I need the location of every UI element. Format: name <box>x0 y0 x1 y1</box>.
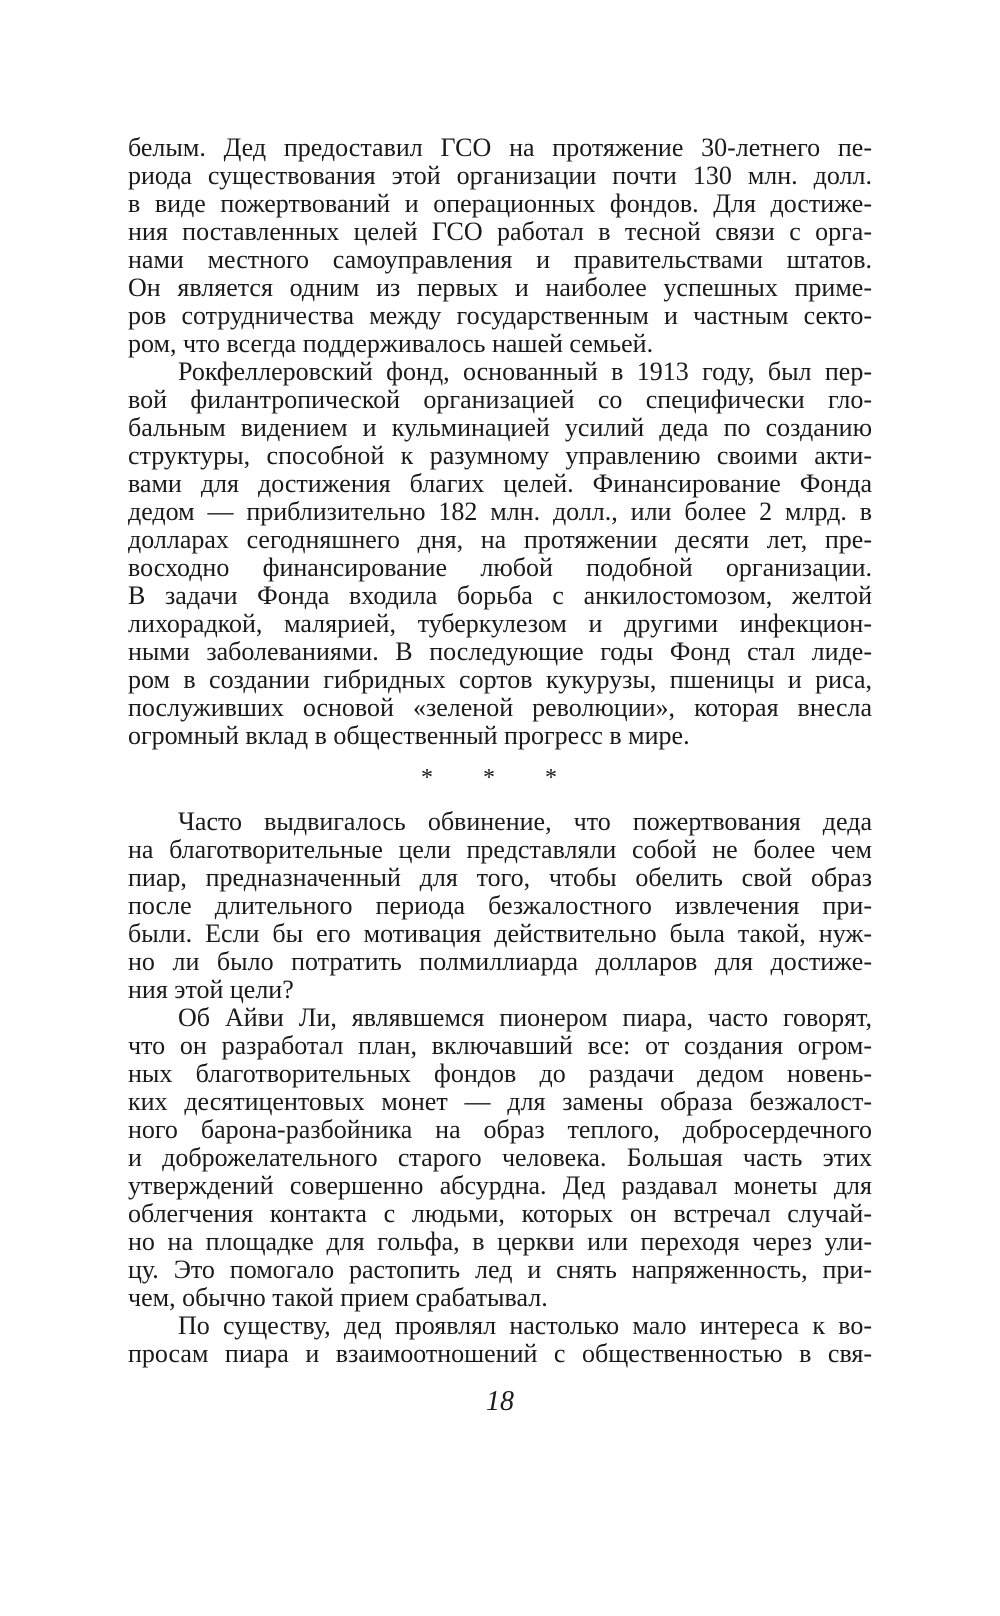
paragraph <box>128 808 872 1004</box>
text-line: В задачи Фонда входила борьба с анкилостомозом, желтой <box>128 581 872 610</box>
text-line: белым. Дед предоставил ГСО на протяжение 30-летнего пе- <box>128 133 872 162</box>
text-line: ных благотворительных фондов до раздачи дедом новень- <box>128 1059 872 1088</box>
text-line: ров сотрудничества между государственным и частным секто- <box>128 301 872 330</box>
text-line: послуживших основой «зеленой революции», которая внесла <box>128 693 872 722</box>
text-line: Часто выдвигалось обвинение, что пожертвования деда <box>178 807 872 836</box>
text-line: вой филантропической организацией со специфически гло- <box>128 385 872 414</box>
paragraph <box>128 358 872 750</box>
text-line: По существу, дед проявлял настолько мало интереса к во- <box>178 1311 872 1340</box>
text-line: Он является одним из первых и наиболее успешных приме- <box>128 273 872 302</box>
text-line: огромный вклад в общественный прогресс в мире. <box>128 721 690 750</box>
section-break: * * * <box>421 765 579 791</box>
paragraph <box>128 134 872 358</box>
text-line: вами для достижения благих целей. Финансирование Фонда <box>128 469 872 498</box>
text-line: структуры, способной к разумному управлению своими акти- <box>128 441 872 470</box>
text-line: в виде пожертвований и операционных фондов. Для достиже- <box>128 189 872 218</box>
text-line: и доброжелательного старого человека. Большая часть этих <box>128 1143 872 1172</box>
text-line: но ли было потратить полмиллиарда долларов для достиже- <box>128 947 872 976</box>
text-line: бальным видением и кульминацией усилий деда по созданию <box>128 413 872 442</box>
paragraph <box>128 1312 872 1368</box>
text-line: Рокфеллеровский фонд, основанный в 1913 году, был пер- <box>178 357 872 386</box>
text-line: ния этой цели? <box>128 975 294 1004</box>
page-body <box>128 134 872 1368</box>
text-line: были. Если бы его мотивация действительно была такой, нуж- <box>128 919 872 948</box>
text-line: дедом — приблизительно 182 млн. долл., или более 2 млрд. в <box>128 497 872 526</box>
text-line: чем, обычно такой прием срабатывал. <box>128 1283 548 1312</box>
text-line: ких десятицентовых монет — для замены образа безжалост- <box>128 1087 872 1116</box>
text-line: но на площадке для гольфа, в церкви или переходя через ули- <box>128 1227 872 1256</box>
text-line: на благотворительные цели представляли собой не более чем <box>128 835 872 864</box>
text-line: восходно финансирование любой подобной организации. <box>128 553 872 582</box>
text-line: лихорадкой, малярией, туберкулезом и другими инфекцион- <box>128 609 872 638</box>
text-line: утверждений совершенно абсурдна. Дед раздавал монеты для <box>128 1171 872 1200</box>
text-line: цу. Это помогало растопить лед и снять напряженность, при- <box>128 1255 872 1284</box>
text-line: ного барона-разбойника на образ теплого, добросердечного <box>128 1115 872 1144</box>
text-line: Об Айви Ли, являвшемся пионером пиара, часто говорят, <box>178 1003 872 1032</box>
text-line: ния поставленных целей ГСО работал в тесной связи с орга- <box>128 217 872 246</box>
text-line: что он разработал план, включавший все: от создания огром- <box>128 1031 872 1060</box>
text-line: просам пиара и взаимоотношений с общественностью в свя- <box>128 1339 872 1368</box>
text-line: ром, что всегда поддерживалось нашей семьей. <box>128 329 654 358</box>
text-line: пиар, предназначенный для того, чтобы обелить свой образ <box>128 863 872 892</box>
text-line: ными заболеваниями. В последующие годы Фонд стал лиде- <box>128 637 872 666</box>
text-line: риода существования этой организации почти 130 млн. долл. <box>128 161 872 190</box>
text-line: облегчения контакта с людьми, которых он встречал случай- <box>128 1199 872 1228</box>
page-number: 18 <box>486 1386 514 1417</box>
text-line: нами местного самоуправления и правительствами штатов. <box>128 245 872 274</box>
text-line: ром в создании гибридных сортов кукурузы, пшеницы и риса, <box>128 665 872 694</box>
text-line: долларах сегодняшнего дня, на протяжении десяти лет, пре- <box>128 525 872 554</box>
paragraph <box>128 1004 872 1312</box>
text-line: после длительного периода безжалостного извлечения при- <box>128 891 872 920</box>
